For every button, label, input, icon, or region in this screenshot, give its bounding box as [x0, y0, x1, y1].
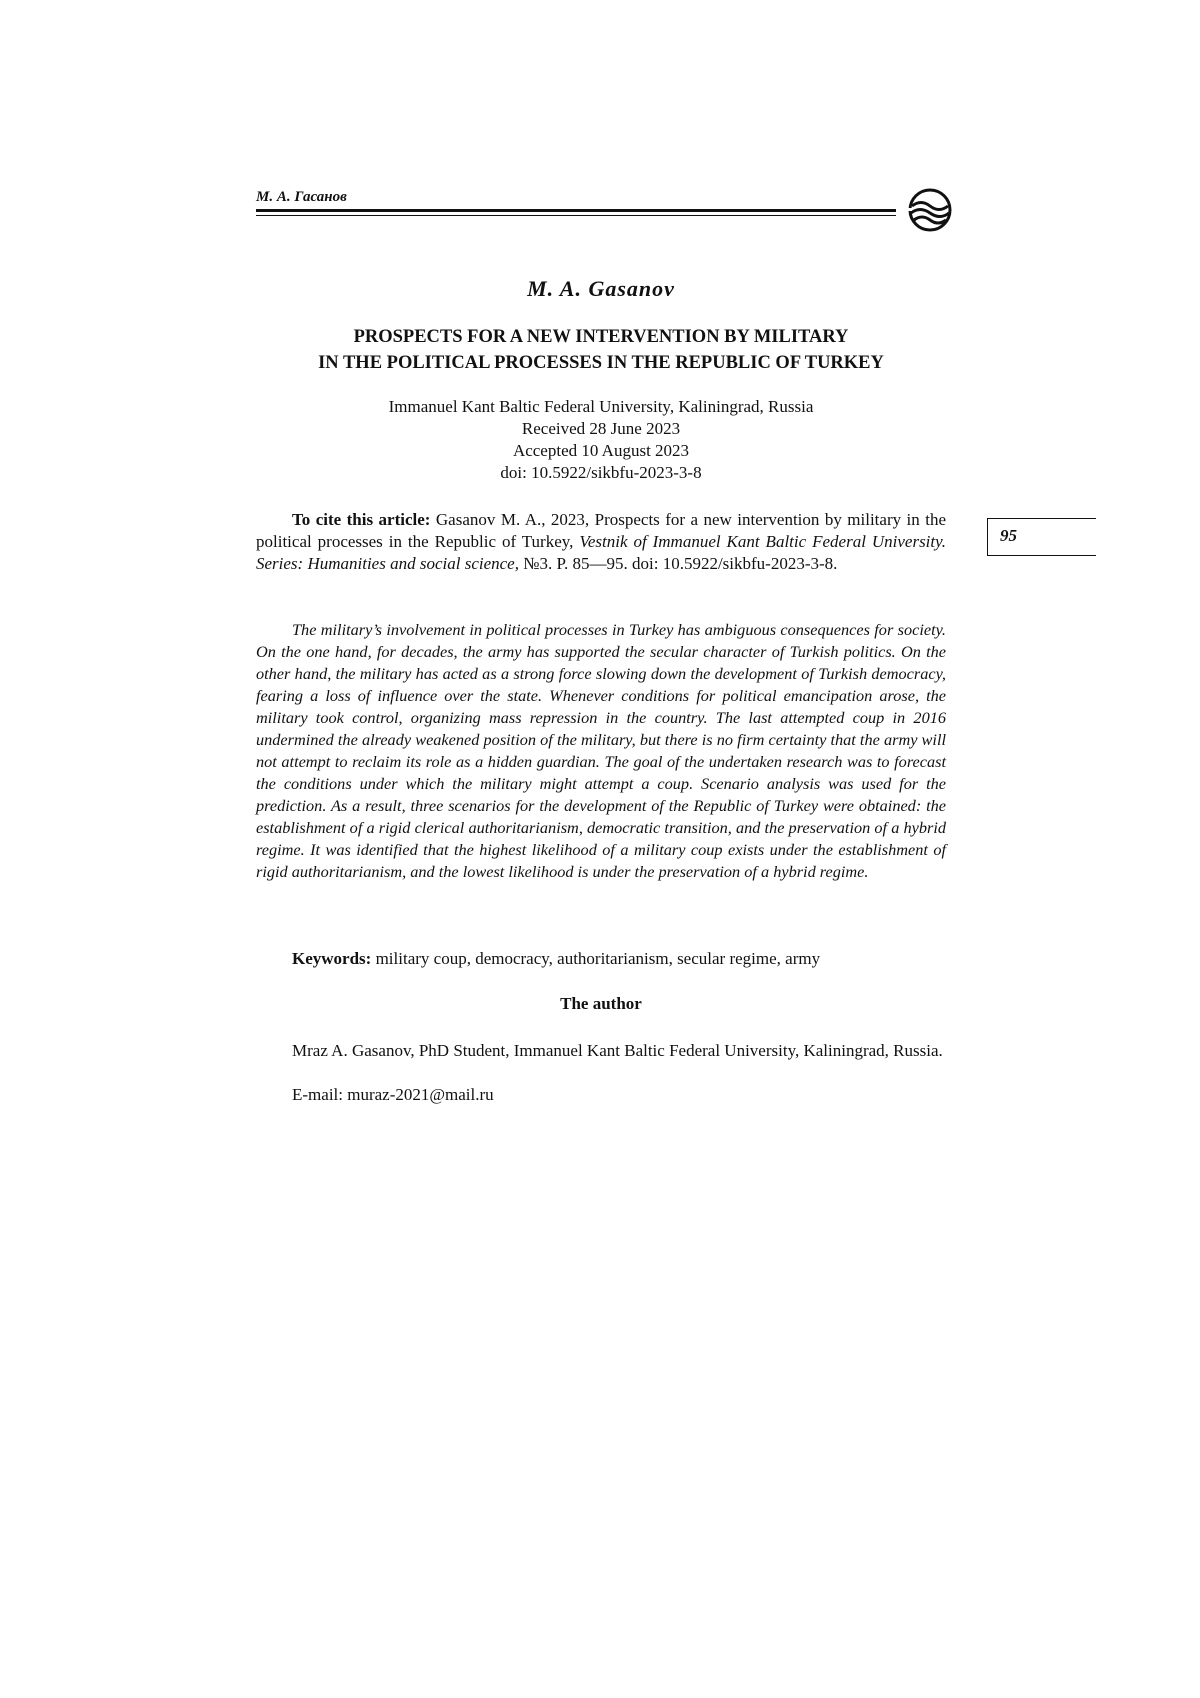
citation-paragraph: [256, 509, 946, 575]
author-heading: The author: [560, 994, 642, 1013]
page-number: 95: [1000, 526, 1017, 545]
author-email: E-mail: muraz-2021@mail.ru: [292, 1085, 494, 1104]
affiliation: Immanuel Kant Baltic Federal University, Kaliningrad, Russia: [388, 397, 814, 416]
citation-text-before: Gasanov M. A., 2023, Prospects for a new intervention by military in the political processes in the Republic of Turkey,: [256, 510, 946, 551]
header-rule-thick: [256, 209, 896, 212]
running-header: [256, 189, 918, 219]
keywords-text: military coup, democracy, authoritarianism, secular regime, army: [371, 949, 821, 968]
keywords-lead: Keywords:: [292, 949, 372, 968]
citation-journal: Vestnik of Immanuel Kant Baltic Federal University. Series: Humanities and social science,: [256, 532, 946, 573]
received-date: Received 28 June 2023: [521, 419, 681, 438]
article-author: M. A. Gasanov: [527, 276, 675, 301]
citation-text-after: №3. P. 85—95. doi: 10.5922/sikbfu-2023-3-8.: [518, 554, 838, 573]
citation-lead: To cite this article:: [292, 510, 431, 529]
author-info: Mraz A. Gasanov, PhD Student, Immanuel Kant Baltic Federal University, Kaliningrad, Russia.: [292, 1041, 943, 1060]
article-title-line-2: IN THE POLITICAL PROCESSES IN THE REPUBLIC OF TURKEY: [318, 353, 884, 373]
doi: doi: 10.5922/sikbfu-2023-3-8: [500, 463, 702, 482]
article-title: [256, 324, 946, 376]
abstract: The military’s involvement in political processes in Turkey has ambiguous consequences for society. On the one hand, for decades, the army has supported the secular character of Turkish politics. On the other hand, the military has acted as a strong force slowing down the development of Turkish democracy, fearing a loss of influence over the state. Whenever conditions for political emancipation arose, the military took control, organizing mass repression in the country. The last attempted coup in 2016 undermined the already weakened position of the military, but there is no firm certainty that the army will not attempt to reclaim its role as a hidden guardian. The goal of the undertaken research was to forecast the conditions under which the military might attempt a coup. Scenario analysis was used for the prediction. As a result, three scenarios for the development of the Republic of Turkey were obtained: the establishment of a rigid clerical authoritarianism, democratic transition, and the preservation of a hybrid regime. It was identified that the highest likelihood of a military coup exists under the establishment of rigid authoritarianism, and the lowest likelihood is under the preservation of a hybrid regime.: [256, 620, 946, 881]
running-header-author: М. А. Гасанов: [256, 189, 347, 205]
header-rule-thin: [256, 215, 896, 216]
article-meta: [256, 396, 946, 484]
keywords: [256, 948, 946, 970]
page-number-tab: [987, 518, 1096, 556]
article-title-line-1: PROSPECTS FOR A NEW INTERVENTION BY MILITARY: [353, 327, 849, 347]
journal-logo-icon: [906, 186, 954, 234]
accepted-date: Accepted 10 August 2023: [512, 441, 690, 460]
